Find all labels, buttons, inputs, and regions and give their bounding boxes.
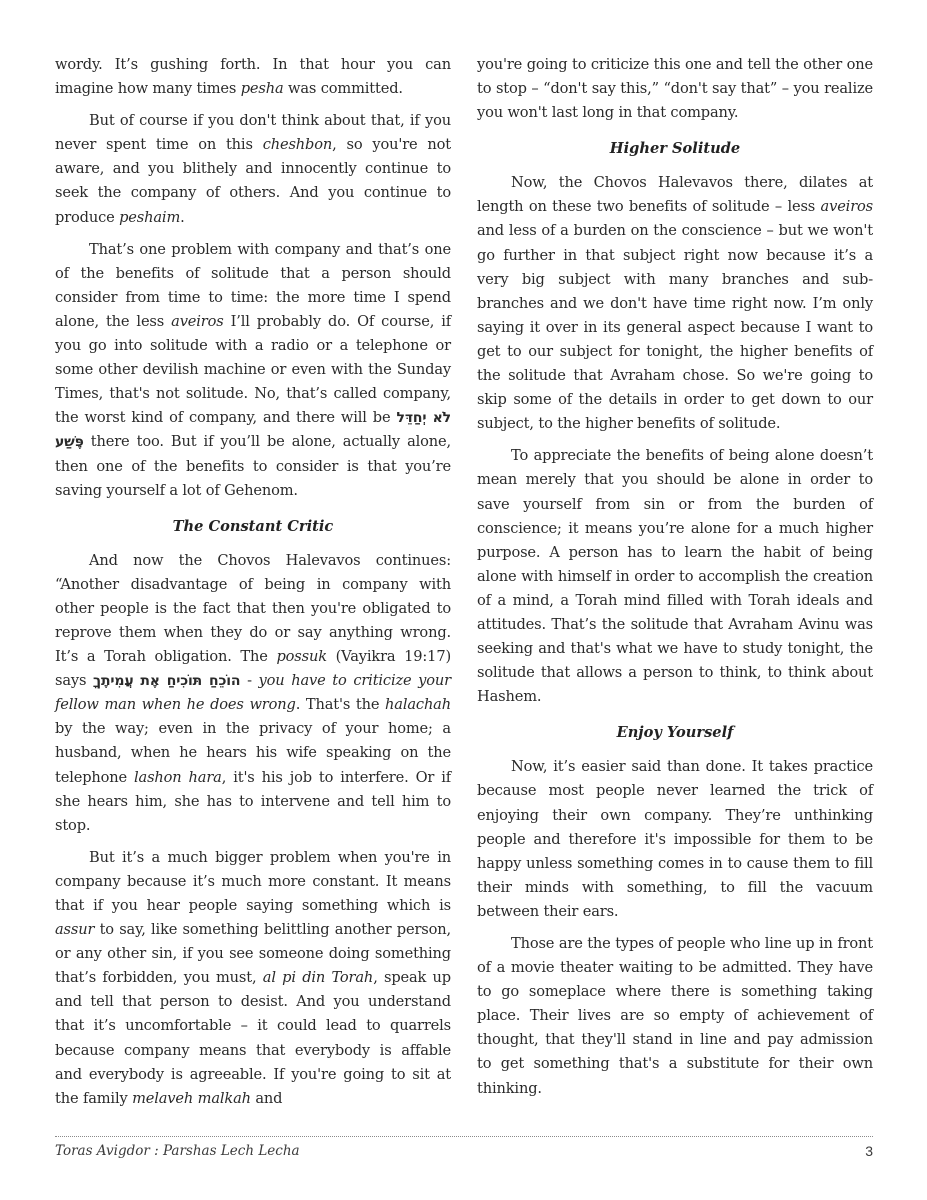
italic-term: melaveh malkah [132, 1089, 251, 1107]
italic-term: you have to criticize your fellow man when he does wrong [55, 672, 451, 714]
text-run: And now the Chovos Halevavos continues: “Another disadvantage of being in company with other people is the fact that then you're obligated to reprove them when they do or say anything wrong. It’s a Torah obligation. The [55, 551, 451, 666]
text-run: you're going to criticize this one and tell the other one to stop – “don't say this,” “don't say that” – you realize you won't last long in that company. [477, 56, 873, 122]
paragraph [477, 53, 873, 125]
text-run: to say, like something belittling another person, or any other sin, if you see someone doing something that’s forbidden, you must, [55, 921, 451, 987]
text-run: there too. But if you’ll be alone, actually alone, then one of the benefits to consider is that you’re saving yourself a lot of Gehenom. [55, 433, 451, 499]
text-run: wordy. It’s gushing forth. In that hour you can imagine how many times [55, 56, 451, 98]
text-run: Those are the types of people who line up in front of a movie theater waiting to be admitted. They have to go someplace where there is something taking place. Their lives are so empty of achievement of thought, that they'll stand in line and pay admission to get something that's a substitute for their own thinking. [477, 935, 873, 1097]
text-columns [55, 53, 873, 1119]
section-heading: Higher Solitude [609, 140, 741, 158]
footer-row [55, 1141, 873, 1161]
paragraph [55, 846, 451, 1111]
text-run: But it’s a much bigger problem when you're in company because it’s much more constant. It means that if you hear people saying something which is [55, 848, 451, 914]
text-run: (Vayikra 19:17) says [55, 648, 451, 690]
page-body [55, 53, 873, 1119]
right-column [477, 53, 873, 1119]
text-run: , it's his job to interfere. Or if she hears him, she has to intervene and tell him to stop. [55, 768, 451, 834]
text-run: was committed. [283, 80, 403, 98]
italic-term: lashon hara [134, 768, 222, 786]
section-heading: The Constant Critic [172, 517, 334, 535]
paragraph [477, 171, 873, 436]
paragraph [477, 932, 873, 1101]
paragraph [55, 53, 451, 101]
text-run: Now, it’s easier said than done. It takes practice because most people never learned the trick of enjoying their own company. They’re unthinking people and therefore it's impossible for them to be happy unless something comes in to cause them to fill their minds with something, to fill the vacuum between their ears. [477, 758, 873, 920]
paragraph [477, 755, 873, 924]
page-number: 3 [865, 1143, 873, 1159]
italic-term: assur [55, 921, 95, 939]
text-run: , speak up and tell that person to desist. And you understand that it’s uncomfortable – it could lead to quarrels because company means that everybody is affable and everybody is agreeable. If you're going to sit at the family [55, 969, 451, 1107]
text-run: Now, the Chovos Halevavos there, dilates at length on these two benefits of solitude – less [477, 174, 873, 216]
italic-term: al pi din Torah [262, 969, 374, 987]
italic-term: possuk [276, 648, 327, 666]
text-run: and [250, 1089, 283, 1107]
running-title: Toras Avigdor : Parshas Lech Lecha [55, 1143, 300, 1159]
italic-term: pesha [240, 80, 284, 98]
left-column [55, 53, 451, 1119]
paragraph [477, 444, 873, 709]
text-run: But of course if you don't think about that, if you never spent time on this [55, 112, 451, 154]
hebrew-quote: לֹא יְחַדֵּל פֶּשַׁע [55, 410, 451, 451]
text-run: , so you're not aware, and you blithely and innocently continue to seek the company of others. And you continue to produce [55, 136, 452, 226]
page-footer [55, 1136, 873, 1161]
text-run: That’s one problem with company and that’s one of the benefits of solitude that a person should consider from time to time: the more time I spend alone, the less [55, 240, 451, 330]
text-run: I’ll probably do. Of course, if you go into solitude with a radio or a telephone or some other devilish machine or even with the Sunday Times, that's not solitude. No, that’s called company, the worst kind of company, and there will be [55, 312, 452, 427]
paragraph [55, 238, 451, 503]
italic-term: aveiros [171, 312, 224, 330]
text-run: To appreciate the benefits of being alone doesn’t mean merely that you should be alone in order to save yourself from sin or from the burden of conscience; it means you’re alone for a much higher purpose. A person has to learn the habit of being alone with himself in order to accomplish the creation of a mind, a Torah mind filled with Torah ideals and attitudes. That’s the solitude that Avraham Avinu was seeking and that's what we have to study tonight, the solitude that allows a person to think, to think about Hashem. [477, 447, 873, 706]
text-run: by the way; even in the privacy of your home; a husband, when he hears his wife speaking on the telephone [55, 720, 451, 786]
text-run: - [240, 672, 259, 690]
italic-term: cheshbon [262, 136, 333, 154]
paragraph [55, 109, 451, 229]
italic-term: halachah [385, 696, 451, 714]
text-run: . That's the [295, 696, 386, 714]
text-run: and less of a burden on the conscience – but we won't go further in that subject right now because it’s a very big subject with many branches and sub-branches and we don't have time right now. I’m only saying it over in its general aspect because I want to get to our subject for tonight, the higher benefits of the solitude that Avraham chose. So we're going to skip some of the details in order to get down to our subject, to the higher benefits of solitude. [477, 222, 873, 433]
italic-term: aveiros [820, 198, 873, 216]
footer-dotted-rule [55, 1136, 873, 1137]
hebrew-quote: הוֹכֵחַ תּוֹכִיחַ אֶת עֲמִיתֶךָ [93, 673, 241, 690]
text-run: . [180, 208, 185, 226]
italic-term: peshaim [119, 208, 181, 226]
paragraph [55, 549, 451, 838]
section-heading: Enjoy Yourself [616, 724, 734, 742]
